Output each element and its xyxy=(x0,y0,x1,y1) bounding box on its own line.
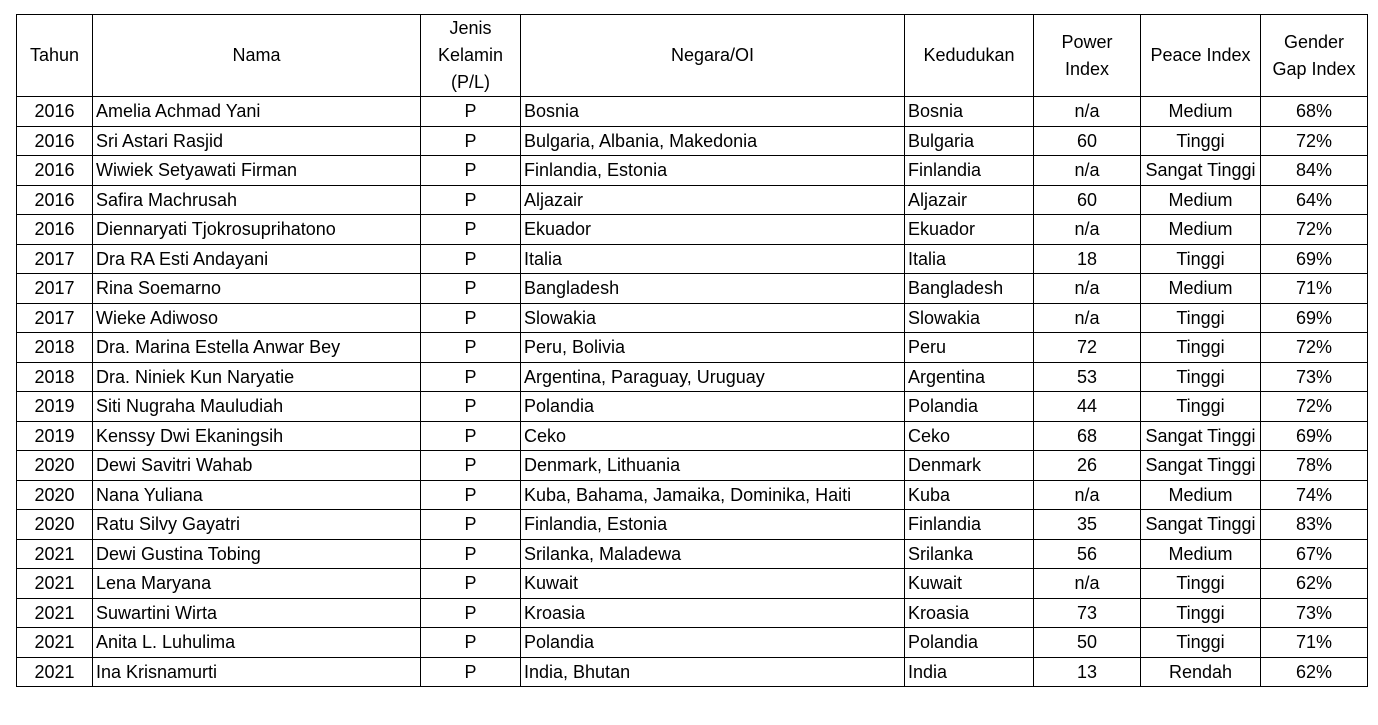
cell-nama: Lena Maryana xyxy=(93,569,421,599)
cell-gender-gap-index: 69% xyxy=(1261,421,1368,451)
cell-tahun: 2020 xyxy=(17,451,93,481)
cell-gender-gap-index: 71% xyxy=(1261,274,1368,304)
header-tahun: Tahun xyxy=(17,15,93,97)
cell-power-index: 53 xyxy=(1034,362,1141,392)
cell-gender-gap-index: 73% xyxy=(1261,362,1368,392)
cell-peace-index: Rendah xyxy=(1141,657,1261,687)
cell-nama: Dra. Marina Estella Anwar Bey xyxy=(93,333,421,363)
cell-gender-gap-index: 68% xyxy=(1261,97,1368,127)
table-body xyxy=(17,97,1368,687)
cell-negara: Ekuador xyxy=(521,215,905,245)
table-row xyxy=(17,569,1368,599)
cell-jenis-kelamin: P xyxy=(421,480,521,510)
header-peace-index: Peace Index xyxy=(1141,15,1261,97)
cell-nama: Nana Yuliana xyxy=(93,480,421,510)
cell-jenis-kelamin: P xyxy=(421,510,521,540)
cell-gender-gap-index: 72% xyxy=(1261,333,1368,363)
cell-jenis-kelamin: P xyxy=(421,362,521,392)
cell-power-index: n/a xyxy=(1034,156,1141,186)
cell-power-index: 72 xyxy=(1034,333,1141,363)
cell-gender-gap-index: 69% xyxy=(1261,303,1368,333)
cell-peace-index: Tinggi xyxy=(1141,598,1261,628)
cell-kedudukan: Italia xyxy=(905,244,1034,274)
cell-kedudukan: Peru xyxy=(905,333,1034,363)
table-header xyxy=(17,15,1368,97)
header-kedudukan: Kedudukan xyxy=(905,15,1034,97)
cell-tahun: 2020 xyxy=(17,510,93,540)
cell-peace-index: Medium xyxy=(1141,185,1261,215)
cell-tahun: 2016 xyxy=(17,156,93,186)
cell-power-index: 35 xyxy=(1034,510,1141,540)
cell-gender-gap-index: 72% xyxy=(1261,392,1368,422)
cell-power-index: n/a xyxy=(1034,215,1141,245)
cell-kedudukan: India xyxy=(905,657,1034,687)
cell-negara: Srilanka, Maladewa xyxy=(521,539,905,569)
cell-negara: Bosnia xyxy=(521,97,905,127)
cell-kedudukan: Ekuador xyxy=(905,215,1034,245)
table-row xyxy=(17,156,1368,186)
cell-gender-gap-index: 62% xyxy=(1261,569,1368,599)
cell-jenis-kelamin: P xyxy=(421,421,521,451)
cell-negara: Bulgaria, Albania, Makedonia xyxy=(521,126,905,156)
cell-kedudukan: Bangladesh xyxy=(905,274,1034,304)
cell-tahun: 2019 xyxy=(17,421,93,451)
header-row xyxy=(17,15,1368,97)
cell-nama: Kenssy Dwi Ekaningsih xyxy=(93,421,421,451)
cell-jenis-kelamin: P xyxy=(421,185,521,215)
cell-peace-index: Tinggi xyxy=(1141,628,1261,658)
cell-tahun: 2021 xyxy=(17,657,93,687)
cell-power-index: 68 xyxy=(1034,421,1141,451)
cell-gender-gap-index: 84% xyxy=(1261,156,1368,186)
cell-jenis-kelamin: P xyxy=(421,657,521,687)
cell-peace-index: Sangat Tinggi xyxy=(1141,421,1261,451)
cell-tahun: 2016 xyxy=(17,185,93,215)
table-row xyxy=(17,274,1368,304)
cell-peace-index: Tinggi xyxy=(1141,362,1261,392)
cell-jenis-kelamin: P xyxy=(421,628,521,658)
cell-negara: Peru, Bolivia xyxy=(521,333,905,363)
cell-tahun: 2016 xyxy=(17,97,93,127)
cell-kedudukan: Bulgaria xyxy=(905,126,1034,156)
table-row xyxy=(17,421,1368,451)
cell-gender-gap-index: 73% xyxy=(1261,598,1368,628)
cell-kedudukan: Polandia xyxy=(905,628,1034,658)
header-nama: Nama xyxy=(93,15,421,97)
table-row xyxy=(17,451,1368,481)
cell-nama: Dewi Savitri Wahab xyxy=(93,451,421,481)
cell-jenis-kelamin: P xyxy=(421,303,521,333)
cell-negara: Ceko xyxy=(521,421,905,451)
cell-nama: Dra RA Esti Andayani xyxy=(93,244,421,274)
cell-kedudukan: Ceko xyxy=(905,421,1034,451)
header-power-index: Power Index xyxy=(1034,15,1141,97)
cell-peace-index: Tinggi xyxy=(1141,126,1261,156)
cell-tahun: 2019 xyxy=(17,392,93,422)
cell-power-index: 60 xyxy=(1034,126,1141,156)
table-row xyxy=(17,97,1368,127)
cell-nama: Diennaryati Tjokrosuprihatono xyxy=(93,215,421,245)
table-row xyxy=(17,303,1368,333)
table-row xyxy=(17,657,1368,687)
cell-gender-gap-index: 67% xyxy=(1261,539,1368,569)
cell-peace-index: Medium xyxy=(1141,97,1261,127)
cell-nama: Dewi Gustina Tobing xyxy=(93,539,421,569)
cell-negara: Bangladesh xyxy=(521,274,905,304)
cell-power-index: 44 xyxy=(1034,392,1141,422)
cell-nama: Amelia Achmad Yani xyxy=(93,97,421,127)
cell-peace-index: Tinggi xyxy=(1141,244,1261,274)
table-row xyxy=(17,510,1368,540)
cell-nama: Rina Soemarno xyxy=(93,274,421,304)
cell-gender-gap-index: 71% xyxy=(1261,628,1368,658)
cell-negara: Slowakia xyxy=(521,303,905,333)
cell-peace-index: Sangat Tinggi xyxy=(1141,156,1261,186)
cell-jenis-kelamin: P xyxy=(421,333,521,363)
cell-peace-index: Medium xyxy=(1141,480,1261,510)
cell-peace-index: Medium xyxy=(1141,539,1261,569)
cell-jenis-kelamin: P xyxy=(421,244,521,274)
table-row xyxy=(17,598,1368,628)
cell-kedudukan: Finlandia xyxy=(905,156,1034,186)
cell-jenis-kelamin: P xyxy=(421,451,521,481)
cell-jenis-kelamin: P xyxy=(421,126,521,156)
cell-kedudukan: Srilanka xyxy=(905,539,1034,569)
cell-jenis-kelamin: P xyxy=(421,156,521,186)
cell-peace-index: Tinggi xyxy=(1141,333,1261,363)
cell-kedudukan: Polandia xyxy=(905,392,1034,422)
cell-negara: Finlandia, Estonia xyxy=(521,510,905,540)
cell-tahun: 2021 xyxy=(17,539,93,569)
cell-power-index: n/a xyxy=(1034,303,1141,333)
header-negara: Negara/OI xyxy=(521,15,905,97)
cell-nama: Wieke Adiwoso xyxy=(93,303,421,333)
cell-nama: Ratu Silvy Gayatri xyxy=(93,510,421,540)
cell-peace-index: Sangat Tinggi xyxy=(1141,451,1261,481)
ambassador-table xyxy=(16,14,1368,687)
cell-gender-gap-index: 64% xyxy=(1261,185,1368,215)
cell-kedudukan: Slowakia xyxy=(905,303,1034,333)
cell-gender-gap-index: 72% xyxy=(1261,215,1368,245)
cell-jenis-kelamin: P xyxy=(421,97,521,127)
cell-power-index: 60 xyxy=(1034,185,1141,215)
cell-peace-index: Medium xyxy=(1141,215,1261,245)
cell-kedudukan: Argentina xyxy=(905,362,1034,392)
cell-negara: Kuba, Bahama, Jamaika, Dominika, Haiti xyxy=(521,480,905,510)
table-row xyxy=(17,392,1368,422)
table-row xyxy=(17,185,1368,215)
cell-jenis-kelamin: P xyxy=(421,392,521,422)
cell-kedudukan: Kuwait xyxy=(905,569,1034,599)
cell-nama: Safira Machrusah xyxy=(93,185,421,215)
cell-power-index: n/a xyxy=(1034,480,1141,510)
cell-peace-index: Tinggi xyxy=(1141,303,1261,333)
cell-peace-index: Sangat Tinggi xyxy=(1141,510,1261,540)
table-row xyxy=(17,539,1368,569)
cell-power-index: 13 xyxy=(1034,657,1141,687)
cell-tahun: 2016 xyxy=(17,126,93,156)
cell-jenis-kelamin: P xyxy=(421,569,521,599)
cell-gender-gap-index: 74% xyxy=(1261,480,1368,510)
cell-power-index: 18 xyxy=(1034,244,1141,274)
cell-power-index: n/a xyxy=(1034,97,1141,127)
cell-nama: Siti Nugraha Mauludiah xyxy=(93,392,421,422)
cell-tahun: 2021 xyxy=(17,628,93,658)
cell-tahun: 2017 xyxy=(17,274,93,304)
cell-negara: Finlandia, Estonia xyxy=(521,156,905,186)
cell-nama: Dra. Niniek Kun Naryatie xyxy=(93,362,421,392)
cell-jenis-kelamin: P xyxy=(421,274,521,304)
cell-negara: India, Bhutan xyxy=(521,657,905,687)
cell-kedudukan: Kroasia xyxy=(905,598,1034,628)
cell-nama: Suwartini Wirta xyxy=(93,598,421,628)
cell-negara: Argentina, Paraguay, Uruguay xyxy=(521,362,905,392)
cell-peace-index: Tinggi xyxy=(1141,569,1261,599)
cell-gender-gap-index: 83% xyxy=(1261,510,1368,540)
cell-negara: Kroasia xyxy=(521,598,905,628)
table-row xyxy=(17,244,1368,274)
cell-tahun: 2020 xyxy=(17,480,93,510)
cell-power-index: n/a xyxy=(1034,569,1141,599)
cell-negara: Denmark, Lithuania xyxy=(521,451,905,481)
cell-nama: Sri Astari Rasjid xyxy=(93,126,421,156)
cell-tahun: 2021 xyxy=(17,598,93,628)
table-row xyxy=(17,333,1368,363)
cell-tahun: 2017 xyxy=(17,303,93,333)
table-row xyxy=(17,480,1368,510)
header-jenis-kelamin: Jenis Kelamin (P/L) xyxy=(421,15,521,97)
cell-tahun: 2016 xyxy=(17,215,93,245)
cell-nama: Anita L. Luhulima xyxy=(93,628,421,658)
cell-power-index: 73 xyxy=(1034,598,1141,628)
cell-jenis-kelamin: P xyxy=(421,598,521,628)
table-row xyxy=(17,215,1368,245)
table-row xyxy=(17,362,1368,392)
cell-tahun: 2018 xyxy=(17,362,93,392)
cell-negara: Kuwait xyxy=(521,569,905,599)
cell-negara: Polandia xyxy=(521,628,905,658)
cell-tahun: 2018 xyxy=(17,333,93,363)
cell-gender-gap-index: 78% xyxy=(1261,451,1368,481)
cell-jenis-kelamin: P xyxy=(421,539,521,569)
cell-negara: Italia xyxy=(521,244,905,274)
cell-gender-gap-index: 69% xyxy=(1261,244,1368,274)
cell-gender-gap-index: 62% xyxy=(1261,657,1368,687)
cell-nama: Wiwiek Setyawati Firman xyxy=(93,156,421,186)
cell-negara: Polandia xyxy=(521,392,905,422)
cell-power-index: 26 xyxy=(1034,451,1141,481)
cell-nama: Ina Krisnamurti xyxy=(93,657,421,687)
cell-kedudukan: Denmark xyxy=(905,451,1034,481)
cell-gender-gap-index: 72% xyxy=(1261,126,1368,156)
cell-peace-index: Medium xyxy=(1141,274,1261,304)
header-gender-gap-index: Gender Gap Index xyxy=(1261,15,1368,97)
cell-peace-index: Tinggi xyxy=(1141,392,1261,422)
table-row xyxy=(17,628,1368,658)
cell-jenis-kelamin: P xyxy=(421,215,521,245)
cell-power-index: n/a xyxy=(1034,274,1141,304)
cell-kedudukan: Finlandia xyxy=(905,510,1034,540)
cell-tahun: 2021 xyxy=(17,569,93,599)
cell-power-index: 50 xyxy=(1034,628,1141,658)
cell-power-index: 56 xyxy=(1034,539,1141,569)
cell-tahun: 2017 xyxy=(17,244,93,274)
cell-kedudukan: Aljazair xyxy=(905,185,1034,215)
cell-negara: Aljazair xyxy=(521,185,905,215)
cell-kedudukan: Kuba xyxy=(905,480,1034,510)
cell-kedudukan: Bosnia xyxy=(905,97,1034,127)
table-row xyxy=(17,126,1368,156)
